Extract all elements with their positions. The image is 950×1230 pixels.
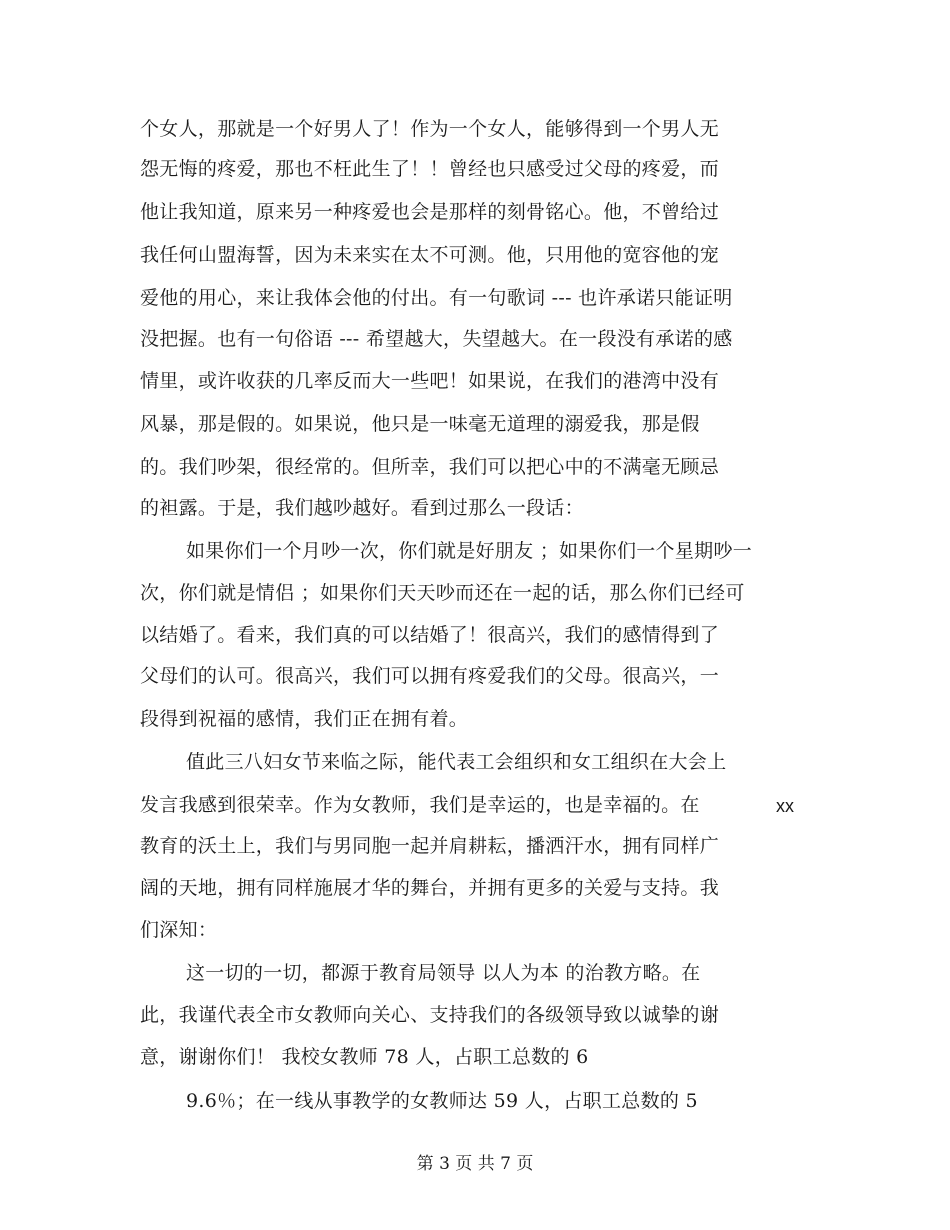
text-line: 的。我们吵架，很经常的。但所幸，我们可以把心中的不满毫无顾忌 (140, 456, 720, 478)
text-line: 父母们的认可。很高兴，我们可以拥有疼爱我们的父母。很高兴，一 (140, 665, 720, 687)
paragraph-start-line: 这一切的一切，都源于教育局领导 以人为本 的治教方略。在 (186, 962, 701, 984)
paragraph-start-line: 值此三八妇女节来临之际，能代表工会组织和女工组织在大会上 (186, 751, 727, 773)
text-line: 情里，或许收获的几率反而大一些吧！如果说，在我们的港湾中没有 (140, 370, 720, 392)
text-line: 怨无悔的疼爱，那也不枉此生了！！曾经也只感受过父母的疼爱，而 (140, 158, 720, 180)
text-line: 发言我感到很荣幸。作为女教师，我们是幸运的，也是幸福的。在 (140, 794, 700, 816)
text-line: 阔的天地，拥有同样施展才华的舞台，并拥有更多的关爱与支持。我 (140, 877, 720, 899)
placeholder-mark: xx (776, 796, 794, 816)
text-line: 意，谢谢你们！ 我校女教师 78 人，占职工总数的 6 (140, 1046, 589, 1068)
text-line: 们深知： (140, 919, 218, 941)
text-line: 以结婚了。看来，我们真的可以结婚了！很高兴，我们的感情得到了 (140, 624, 720, 646)
text-line: 爱他的用心，来让我体会他的付出。有一句歌词 --- 也许承诺只能证明 (140, 287, 733, 309)
text-line: 的袒露。于是，我们越吵越好。看到过那么一段话： (140, 497, 584, 519)
text-line: 教育的沃土上，我们与男同胞一起并肩耕耘，播洒汗水，拥有同样广 (140, 835, 720, 857)
text-line: 段得到祝福的感情，我们正在拥有着。 (140, 708, 469, 730)
paragraph-start-line: 如果你们一个月吵一次，你们就是好朋友 ；如果你们一个星期吵一 (186, 540, 753, 562)
text-line: 个女人，那就是一个好男人了！作为一个女人，能够得到一个男人无 (140, 118, 720, 140)
page-footer: 第 3 页 共 7 页 (416, 1154, 534, 1174)
paragraph-start-line: 9.6％；在一线从事教学的女教师达 59 人，占职工总数的 5 (186, 1090, 698, 1112)
text-line: 我任何山盟海誓，因为未来实在太不可测。他，只用他的宽容他的宠 (140, 244, 720, 266)
text-line: 次，你们就是情侣 ；如果你们天天吵而还在一起的话，那么你们已经可 (140, 582, 745, 604)
text-line: 没把握。也有一句俗语 --- 希望越大，失望越大。在一段没有承诺的感 (140, 328, 733, 350)
text-line: 风暴，那是假的。如果说，他只是一味毫无道理的溺爱我，那是假 (140, 413, 700, 435)
text-line: 此，我谨代表全市女教师向关心、支持我们的各级领导致以诚挚的谢 (140, 1004, 720, 1026)
text-line: 他让我知道，原来另一种疼爱也会是那样的刻骨铭心。他，不曾给过 (140, 201, 720, 223)
